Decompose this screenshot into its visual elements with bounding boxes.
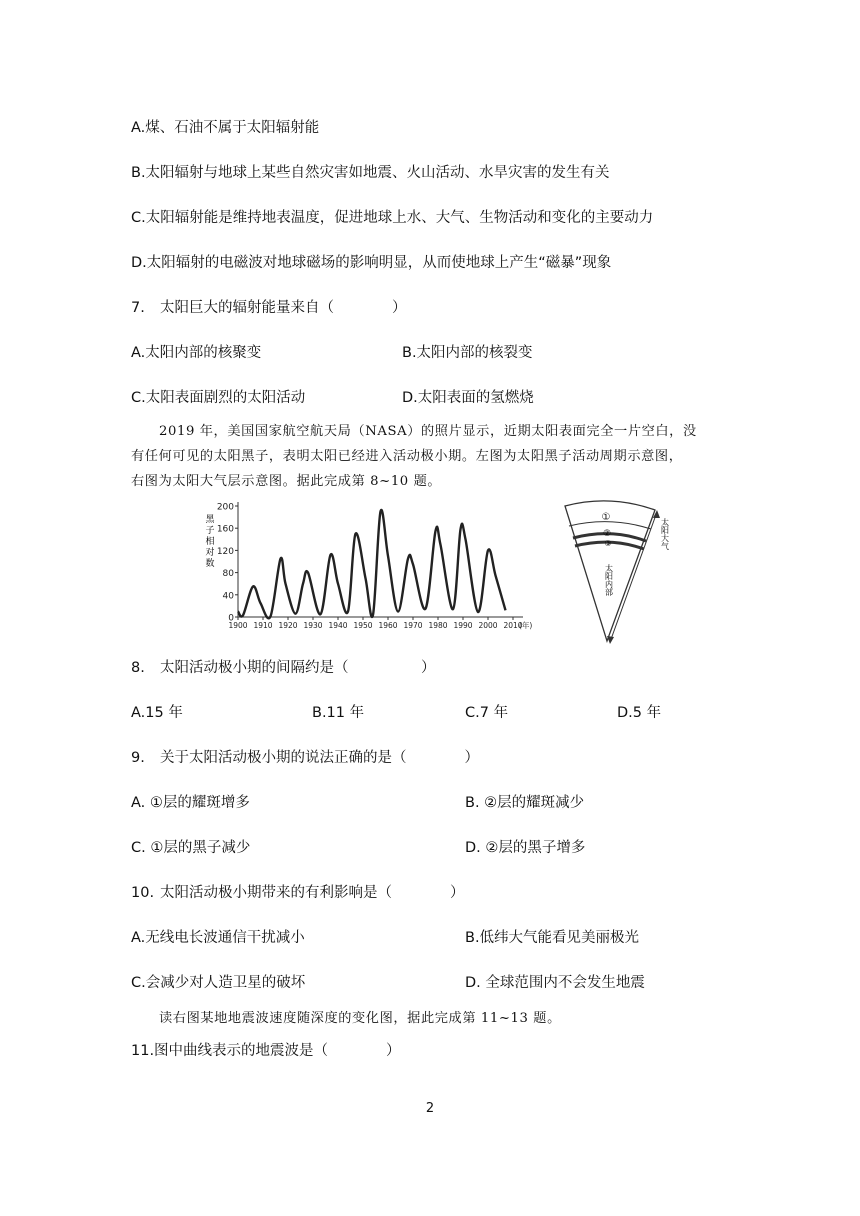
x-tick-label: 1930	[303, 621, 323, 630]
q9-option-b: B. ②层的耀斑减少	[465, 795, 585, 811]
layer-label-2: ②	[602, 529, 612, 539]
q6-option-c: C.太阳辐射能是维持地表温度，促进地球上水、大气、生物活动和变化的主要动力	[131, 210, 654, 226]
layer-label-1: ①	[601, 512, 611, 523]
y-tick-label: 0	[228, 613, 234, 624]
passage-8-10	[131, 419, 735, 494]
inner-label: 太阳内部	[604, 564, 614, 596]
q9-option-d: D. ②层的黑子增多	[465, 840, 586, 856]
page-number: 2	[425, 1101, 435, 1116]
x-tick-label: 1980	[428, 621, 448, 630]
atmosphere-side-label: 太阳大气	[660, 518, 670, 550]
q9-option-a: A. ①层的耀斑增多	[131, 795, 250, 811]
q8-option-c: C.7 年	[465, 705, 509, 721]
x-tick-label: 2010	[503, 621, 523, 630]
q10-option-a: A.无线电长波通信干扰减小	[131, 930, 305, 946]
y-axis-label-char: 子	[205, 526, 215, 536]
sunspot-cycle-chart	[200, 496, 540, 636]
q10-stem: 太阳活动极小期带来的有利影响是（ ）	[160, 885, 465, 901]
q8-option-d: D.5 年	[617, 705, 662, 721]
passage-line-2: 有任何可见的太阳黑子，表明太阳已经进入活动极小期。左图为太阳黑子活动周期示意图，	[131, 449, 683, 464]
q9-stem: 关于太阳活动极小期的说法正确的是（ ）	[160, 750, 479, 766]
x-tick-label: 1940	[328, 621, 348, 630]
q10-option-d: D. 全球范围内不会发生地震	[465, 975, 645, 991]
solar-atmosphere-diagram	[555, 496, 685, 648]
q7-option-a: A.太阳内部的核聚变	[131, 345, 262, 361]
y-tick-label: 120	[216, 546, 234, 557]
passage-line-3: 右图为太阳大气层示意图。据此完成第 8~10 题。	[131, 474, 442, 489]
q7-option-c: C.太阳表面剧烈的太阳活动	[131, 390, 306, 406]
passage-11-13	[131, 1006, 735, 1031]
q10-option-b: B.低纬大气能看见美丽极光	[465, 930, 640, 946]
q6-option-a: A.煤、石油不属于太阳辐射能	[131, 120, 320, 136]
q7-stem: 太阳巨大的辐射能量来自（ ）	[160, 300, 407, 316]
q6-option-b: B.太阳辐射与地球上某些自然灾害如地震、火山活动、水旱灾害的发生有关	[131, 165, 610, 181]
q11-stem: 11.图中曲线表示的地震波是（ ）	[131, 1043, 401, 1059]
q10-option-c: C.会减少对人造卫星的破坏	[131, 975, 306, 991]
x-tick-label: 1990	[453, 621, 473, 630]
y-tick-label: 80	[222, 569, 234, 580]
y-tick-label: 160	[216, 524, 234, 535]
q8-stem: 太阳活动极小期的间隔约是（ ）	[160, 660, 436, 676]
q7-option-d: D.太阳表面的氢燃烧	[402, 390, 534, 406]
q8-option-b: B.11 年	[312, 705, 365, 721]
x-tick-label: 2000	[478, 621, 498, 630]
passage-line-1: 2019 年，美国国家航空航天局（NASA）的照片显示，近期太阳表面完全一片空白，没	[159, 424, 697, 439]
q9-number: 9.	[131, 750, 145, 766]
q7-option-b: B.太阳内部的核裂变	[402, 345, 533, 361]
y-axis-label-char: 黑	[205, 515, 215, 525]
layer-label-3: ③	[604, 539, 612, 548]
y-axis-label-char: 相	[205, 537, 215, 547]
q7-number: 7.	[131, 300, 145, 316]
x-tick-label: 1900	[228, 621, 248, 630]
y-tick-label: 40	[222, 591, 234, 602]
x-tick-label: 1970	[403, 621, 423, 630]
sunspot-series-line	[238, 510, 506, 618]
x-tick-label: 1960	[378, 621, 398, 630]
q8-option-a: A.15 年	[131, 705, 183, 721]
q9-option-c: C. ①层的黑子减少	[131, 840, 251, 856]
q8-number: 8.	[131, 660, 145, 676]
x-tick-label: 1920	[278, 621, 298, 630]
y-axis-label-char: 对	[205, 548, 215, 558]
q10-number: 10.	[131, 885, 155, 901]
x-tick-label: 1910	[253, 621, 273, 630]
q6-option-d: D.太阳辐射的电磁波对地球磁场的影响明显，从而使地球上产生“磁暴”现象	[131, 255, 612, 271]
x-tick-label: 1950	[353, 621, 373, 630]
passage-11-13-text: 读右图某地地震波速度随深度的变化图，据此完成第 11~13 题。	[159, 1011, 561, 1026]
y-tick-label: 200	[216, 502, 234, 513]
y-axis-label-char: 数	[205, 559, 215, 569]
x-axis-unit: (年)	[519, 621, 533, 630]
